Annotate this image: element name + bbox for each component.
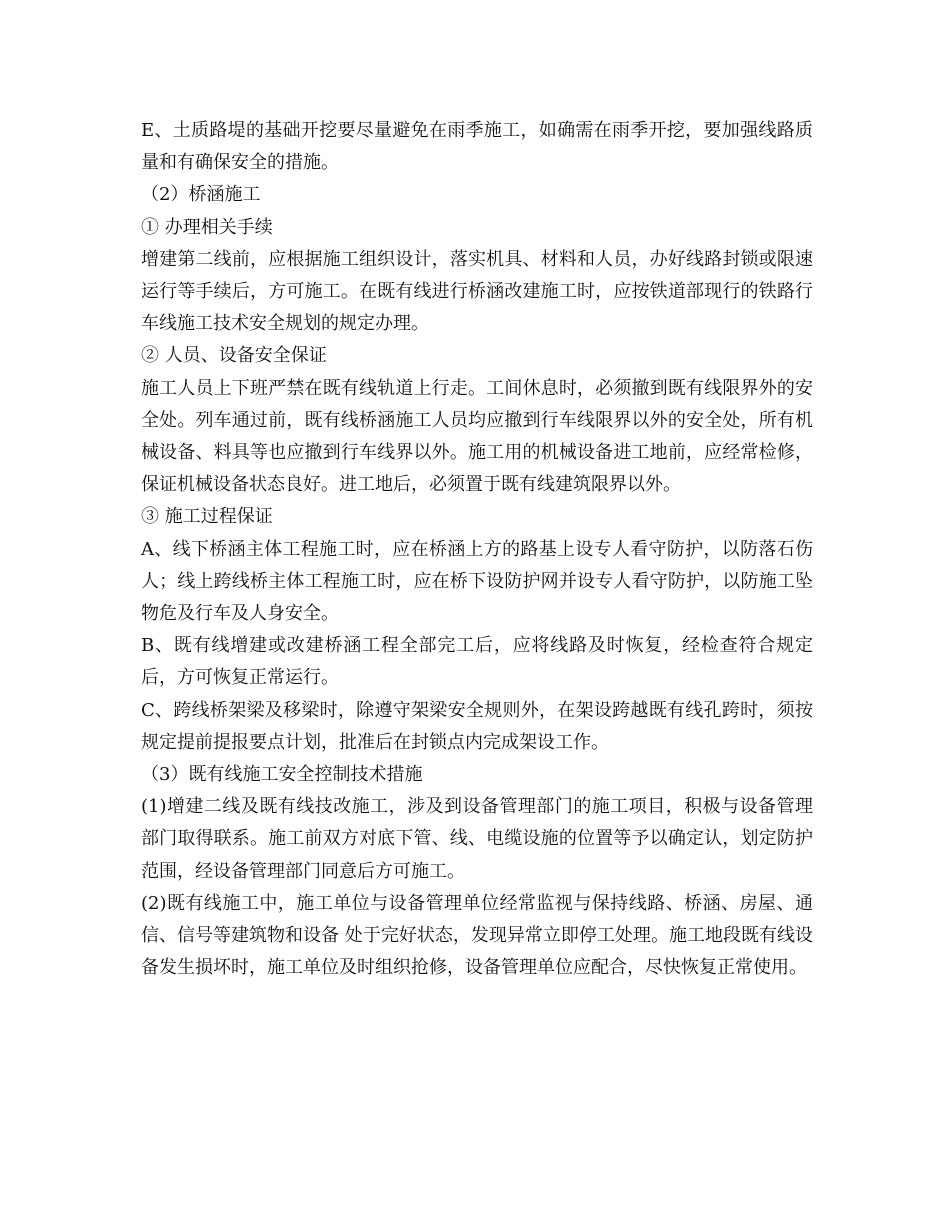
heading-process-assurance: ③ 施工过程保证 (141, 506, 273, 528)
heading-formalities: ① 办理相关手续 (141, 216, 273, 238)
para-process-b: B、既有线增建或改建桥涵工程全部完工后，应将线路及时恢复，经检查符合规定后，方可恢复正常运行。 (141, 635, 813, 689)
para-personnel-equipment-body: 施工人员上下班严禁在既有线轨道上行走。工间休息时，必须撤到既有线限界外的安全处。列车通过前，既有线桥涵施工人员均应撤到行车线限界以外的安全处，所有机械设备、料具等也应撤到行车线界以外。施工用的机械设备进工地前，应经常检修，保证机械设备状态良好。进工地后，必须置于既有线建筑限界以外。 (141, 377, 813, 496)
para-process-c: C、跨线桥架梁及移梁时，除遵守架梁安全规则外，在架设跨越既有线孔跨时，须按规定提前提报要点计划，批准后在封锁点内完成架设工作。 (141, 699, 813, 753)
document-body (141, 115, 813, 984)
para-measure-2: (2)既有线施工中，施工单位与设备管理单位经常监视与保持线路、桥涵、房屋、通信、信号等建筑物和设备 处于完好状态，发现异常立即停工处理。施工地段既有线设备发生损坏时，施工单位及时组织抢修，设备管理单位应配合，尽快恢复正常使用。 (141, 892, 813, 979)
heading-existing-line-safety-measures: （3）既有线施工安全控制技术措施 (141, 764, 423, 786)
para-measure-1: (1)增建二线及既有线技改施工，涉及到设备管理部门的施工项目，积极与设备管理部门取得联系。施工前双方对底下管、线、电缆设施的位置等予以确定认，划定防护范围，经设备管理部门同意后方可施工。 (141, 796, 813, 882)
para-process-a: A、线下桥涵主体工程施工时，应在桥涵上方的路基上设专人看守防护，以防落石伤人；线上跨线桥主体工程施工时，应在桥下设防护网并设专人看守防护，以防施工坠物危及行车及人身安全。 (141, 538, 813, 625)
heading-personnel-equipment-safety: ② 人员、设备安全保证 (141, 345, 327, 367)
para-e-subgrade-excavation: E、土质路堤的基础开挖要尽量避免在雨季施工，如确需在雨季开挖，要加强线路质量和有确保安全的措施。 (141, 120, 813, 174)
heading-bridge-culvert-construction: （2）桥涵施工 (141, 184, 261, 206)
para-formalities-body: 增建第二线前，应根据施工组织设计，落实机具、材料和人员，办好线路封锁或限速运行等手续后，方可施工。在既有线进行桥涵改建施工时，应按铁道部现行的铁路行车线施工技术安全规划的规定办理。 (141, 248, 813, 335)
